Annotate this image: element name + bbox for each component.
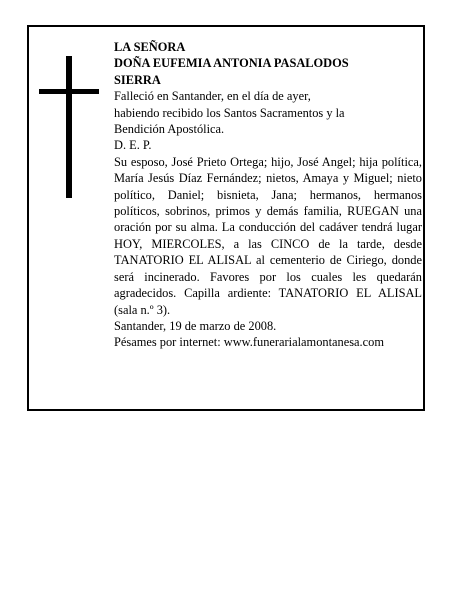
- death-announcement-line-3: Bendición Apostólica.: [114, 122, 225, 137]
- place-date: Santander, 19 de marzo de 2008.: [114, 318, 277, 333]
- deceased-name-line-2: SIERRA: [114, 72, 161, 87]
- deceased-name-line-1: DOÑA EUFEMIA ANTONIA PASALODOS: [114, 56, 349, 71]
- cross-horizontal-bar: [39, 89, 99, 94]
- death-announcement-line-1: Falleció en Santander, en el día de ayer,: [114, 89, 311, 104]
- cross-icon: [39, 56, 99, 198]
- cross-vertical-bar: [66, 56, 72, 198]
- condolences-line: Pésames por internet: www.funerarialamontanesa.com: [114, 335, 384, 350]
- rest-in-peace: D. E. P.: [114, 138, 152, 153]
- heading-title: LA SEÑORA: [114, 40, 186, 54]
- obituary-notice: [27, 25, 425, 411]
- death-announcement-line-2: habiendo recibido los Santos Sacramentos y la: [114, 105, 345, 120]
- family-paragraph: Su esposo, José Prieto Ortega; hijo, José Angel; hija política, María Jesús Díaz Fernández; nietos, Amaya y Miguel; nieto político, Daniel; bisnieta, Jana; hermanos, hermanos políticos, sobrinos, primos y demás familia, RUEGAN una oración por su alma. La conducción del cadáver tendrá lugar HOY, MIERCOLES, a las CINCO de la tarde, desde TANATORIO EL ALISAL al cementerio de Ciriego, donde será incinerado. Favores por los cuales les quedarán agradecidos. Capilla ardiente: TANATORIO EL ALISAL (sala n.º 3).: [114, 154, 422, 317]
- obituary-text: [114, 39, 422, 351]
